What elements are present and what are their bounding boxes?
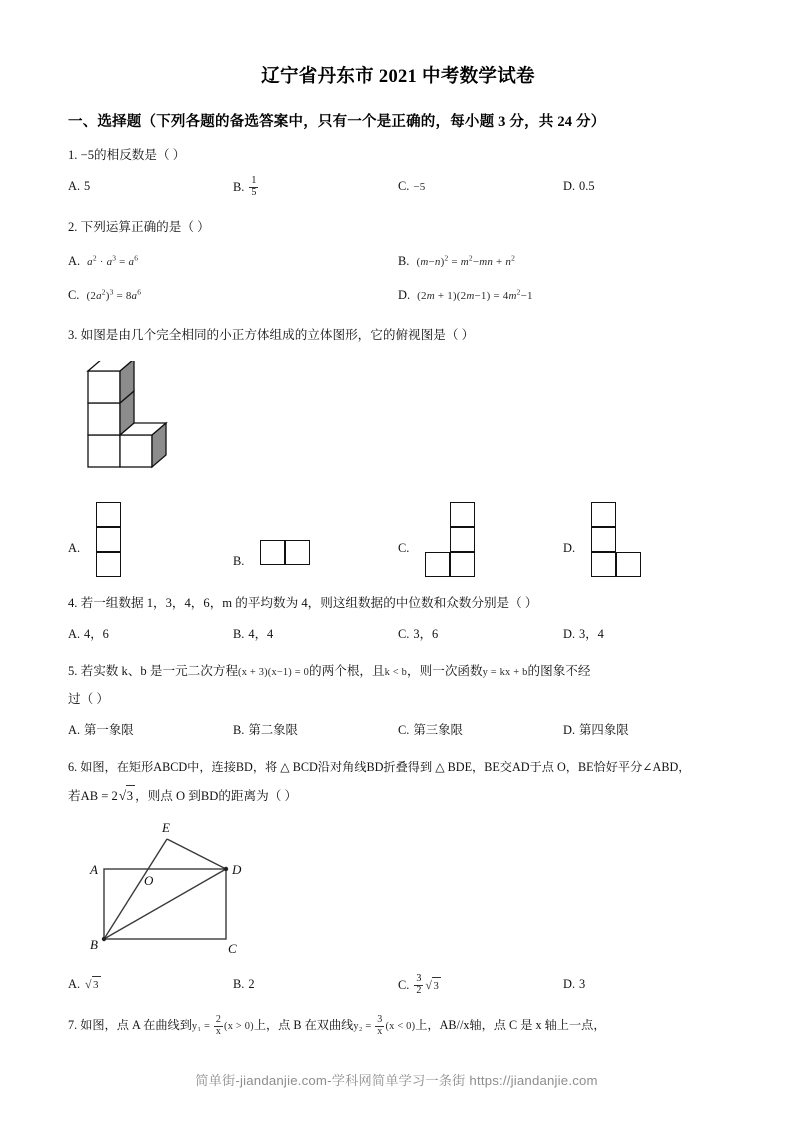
question-3-number: 3.	[68, 328, 78, 343]
option-c[interactable]	[398, 177, 563, 199]
option-d[interactable]	[563, 177, 728, 199]
question-1-number: 1.	[68, 148, 78, 162]
grid-cell	[285, 540, 310, 565]
question-7-function2	[353, 1014, 416, 1037]
radicand: 3	[92, 976, 101, 994]
geometry-svg	[82, 817, 282, 965]
grid-cell	[425, 552, 450, 577]
function1-name: y₁	[191, 1021, 202, 1033]
option-b-text: 4，4	[248, 627, 274, 642]
question-7-text-part2: 上，点 B 在双曲线	[253, 1018, 354, 1033]
question-5-text-part3: ，则一次函数	[407, 664, 483, 679]
equals-sign: =	[203, 1021, 211, 1033]
option-a-text: 5	[84, 179, 91, 194]
question-3	[68, 325, 728, 576]
option-c[interactable]	[398, 625, 563, 644]
grid-cell	[616, 552, 641, 577]
option-b-label: B.	[233, 977, 245, 992]
option-d[interactable]	[563, 502, 728, 577]
option-a[interactable]	[68, 625, 233, 644]
question-3-text: 如图是由几个完全相同的小正方体组成的立体图形，它的俯视图是（ ）	[80, 328, 475, 343]
question-4-number: 4.	[68, 595, 78, 610]
question-7-text-part1: 如图，点 A 在曲线到	[80, 1018, 192, 1033]
radicand: 3	[432, 977, 441, 995]
label-D: D	[232, 862, 242, 878]
option-c-sqrt	[425, 977, 441, 995]
grid-cell	[96, 527, 121, 552]
question-1-text: −5的相反数是（ ）	[80, 148, 186, 162]
option-b-shape	[260, 540, 310, 565]
option-a-label: A.	[68, 723, 81, 738]
option-a-shape	[96, 502, 121, 577]
function1-condition: (x > 0)	[224, 1021, 254, 1033]
option-b-expression: $(m-n)^2 = m^2-mn + n^2$	[416, 253, 516, 268]
question-5-equation: (x + 3)(x−1) = 0	[238, 667, 310, 679]
option-a[interactable]	[68, 721, 233, 740]
option-a-sqrt	[85, 976, 101, 994]
option-c-shape	[425, 502, 475, 577]
question-1	[68, 145, 728, 199]
option-d-label: D.	[563, 723, 576, 738]
question-1-stem	[68, 145, 728, 166]
option-c-text: 3，6	[413, 627, 439, 642]
option-d-label: D.	[563, 977, 576, 992]
question-6	[68, 757, 728, 997]
grid-cell	[260, 540, 285, 565]
option-d-label: D.	[563, 627, 576, 642]
option-b-label: B.	[233, 554, 245, 569]
question-6-text-line2-pre: 若AB = 2	[68, 789, 118, 804]
grid-cell	[450, 502, 475, 527]
option-b[interactable]	[233, 177, 398, 199]
question-4-options	[68, 625, 728, 644]
option-c-expression: $(2a^2)^3 = 8a^6$	[86, 287, 142, 303]
option-c-fraction	[414, 974, 423, 996]
option-d-expression: $(2m + 1)(2m-1) = 4m^2-1$	[417, 287, 533, 303]
label-E: E	[162, 820, 170, 836]
option-b-fraction	[249, 176, 258, 198]
fraction-numerator: 1	[251, 175, 257, 187]
option-c[interactable]	[398, 502, 563, 577]
fraction-numerator: 3	[416, 973, 422, 985]
question-5-stem-line2: 过（ ）	[68, 691, 109, 706]
grid-cell	[450, 527, 475, 552]
grid-cell	[591, 527, 616, 552]
fraction-denominator: 5	[251, 186, 257, 198]
option-a-text: 4，6	[84, 627, 109, 642]
label-A: A	[90, 862, 98, 878]
option-c-label: C.	[398, 541, 410, 556]
fraction-denominator: 2	[416, 984, 422, 996]
question-7-number: 7.	[68, 1018, 78, 1033]
grid-cell	[450, 552, 475, 577]
question-5-inequality: k < b	[384, 667, 408, 679]
grid-cell	[591, 552, 616, 577]
question-2	[68, 217, 728, 305]
function1-fraction	[214, 1015, 223, 1037]
page-content	[68, 0, 728, 1038]
option-b[interactable]	[233, 540, 398, 577]
option-d-text: 3，4	[579, 627, 604, 642]
option-c-label: C.	[398, 723, 410, 738]
question-6-number: 6.	[68, 760, 78, 775]
option-d[interactable]	[563, 721, 728, 740]
option-a[interactable]	[68, 177, 233, 199]
equals-sign: =	[365, 1021, 372, 1033]
fraction-numerator: 2	[215, 1014, 222, 1026]
option-d-text: 第四象限	[579, 723, 629, 738]
option-a[interactable]	[68, 252, 398, 271]
question-5-options	[68, 721, 728, 740]
question-5-function: y = kx + b	[482, 667, 528, 679]
option-d-shape	[591, 502, 641, 577]
option-d[interactable]	[563, 625, 728, 644]
option-a[interactable]	[68, 502, 233, 577]
option-c-text: 第三象限	[413, 723, 463, 738]
option-c[interactable]	[398, 975, 563, 997]
option-a[interactable]	[68, 975, 233, 997]
option-d-label: D.	[563, 179, 576, 194]
label-C: C	[228, 941, 237, 957]
question-5-number: 5.	[68, 664, 78, 679]
option-b-label: B.	[233, 723, 245, 738]
question-2-text: 下列运算正确的是（ ）	[80, 220, 210, 235]
function2-fraction	[375, 1015, 384, 1037]
option-d[interactable]	[398, 286, 728, 305]
option-b[interactable]	[233, 721, 398, 740]
question-1-options	[68, 177, 728, 199]
question-5-stem-line1	[68, 661, 728, 682]
cubes-svg	[80, 361, 210, 477]
option-b-text: 第二象限	[248, 723, 298, 738]
question-3-options	[68, 491, 728, 577]
option-b[interactable]	[398, 252, 728, 271]
question-6-stem-line2	[68, 785, 728, 807]
option-b[interactable]	[233, 625, 398, 644]
function2-condition: (x < 0)	[385, 1021, 416, 1033]
option-d-text: 0.5	[579, 179, 595, 194]
grid-cell	[591, 502, 616, 527]
option-a-label: A.	[68, 627, 81, 642]
option-b-text: 2	[248, 977, 255, 992]
option-b-label: B.	[233, 180, 245, 195]
question-4	[68, 593, 728, 645]
fraction-denominator: x	[215, 1025, 222, 1037]
option-a-label: A.	[68, 541, 81, 556]
question-4-stem	[68, 593, 728, 614]
question-2-stem	[68, 217, 728, 238]
rectangle-fold-figure	[82, 817, 282, 965]
page-footer: 简单街-jiandanjie.com-学科网简单学习一条街 https://jiandanjie.com	[195, 1073, 598, 1088]
option-b[interactable]	[233, 975, 398, 997]
question-7-function1	[191, 1014, 254, 1037]
question-2-options-row2	[68, 286, 728, 305]
option-c-label: C.	[398, 627, 410, 642]
label-O: O	[144, 873, 154, 889]
option-c-label: C.	[398, 978, 410, 993]
question-5-text-part2: 的两个根，且	[309, 664, 385, 679]
question-6-text-line2-post: ，则点 O 到BD的距离为（ ）	[135, 789, 298, 804]
option-a-expression: $a^2 \cdot a^3 = a^6$	[87, 253, 139, 268]
question-5	[68, 661, 728, 740]
option-c-label: C.	[398, 179, 410, 194]
question-2-options-row1	[68, 252, 728, 271]
question-7-text-part3: 上，AB//x轴，点 C 是 x 轴上一点，	[415, 1018, 606, 1033]
option-d-label: D.	[563, 541, 576, 556]
option-d[interactable]	[563, 975, 728, 997]
grid-cell	[96, 552, 121, 577]
option-c-text: −5	[413, 181, 426, 194]
option-b-label: B.	[233, 627, 245, 642]
option-c[interactable]	[68, 286, 398, 305]
option-d-label: D.	[398, 288, 411, 303]
section-heading: 一、选择题（下列各题的备选答案中，只有一个是正确的，每小题 3 分，共 24 分）	[68, 114, 606, 130]
option-c-label: C.	[68, 288, 80, 303]
question-4-text: 若一组数据 1，3，4，6，m 的平均数为 4，则这组数据的中位数和众数分别是（ ）	[80, 595, 538, 610]
option-c[interactable]	[398, 721, 563, 740]
question-6-options	[68, 975, 728, 997]
question-7-stem	[68, 1015, 728, 1038]
option-b-label: B.	[398, 253, 410, 268]
question-7	[68, 1015, 728, 1038]
question-3-stem	[68, 325, 728, 346]
sqrt-symbol	[119, 785, 135, 807]
question-6-text-line1: 如图，在矩形ABCD中，连接BD，将 △ BCD沿对角线BD折叠得到 △ BDE，BE交AD于点 O，BE恰好平分∠ABD，	[80, 760, 691, 775]
option-a-label: A.	[68, 253, 81, 268]
option-a-label: A.	[68, 179, 81, 194]
option-d-text: 3	[579, 977, 586, 992]
option-a-label: A.	[68, 977, 81, 992]
question-5-text-part4: 的图象不经	[527, 664, 591, 679]
function2-name: y₂	[353, 1021, 363, 1033]
question-2-number: 2.	[68, 220, 78, 235]
radicand: 3	[126, 785, 135, 807]
page-title: 辽宁省丹东市 2021 中考数学试卷	[261, 67, 535, 87]
fraction-denominator: x	[377, 1025, 383, 1037]
label-B: B	[90, 937, 98, 953]
option-a-text: 第一象限	[84, 723, 134, 738]
grid-cell	[96, 502, 121, 527]
question-6-stem-line1	[68, 757, 728, 778]
isometric-cubes-figure	[80, 361, 210, 477]
fraction-numerator: 3	[377, 1014, 383, 1026]
question-5-text-part1: 若实数 k、b 是一元二次方程	[80, 664, 239, 679]
